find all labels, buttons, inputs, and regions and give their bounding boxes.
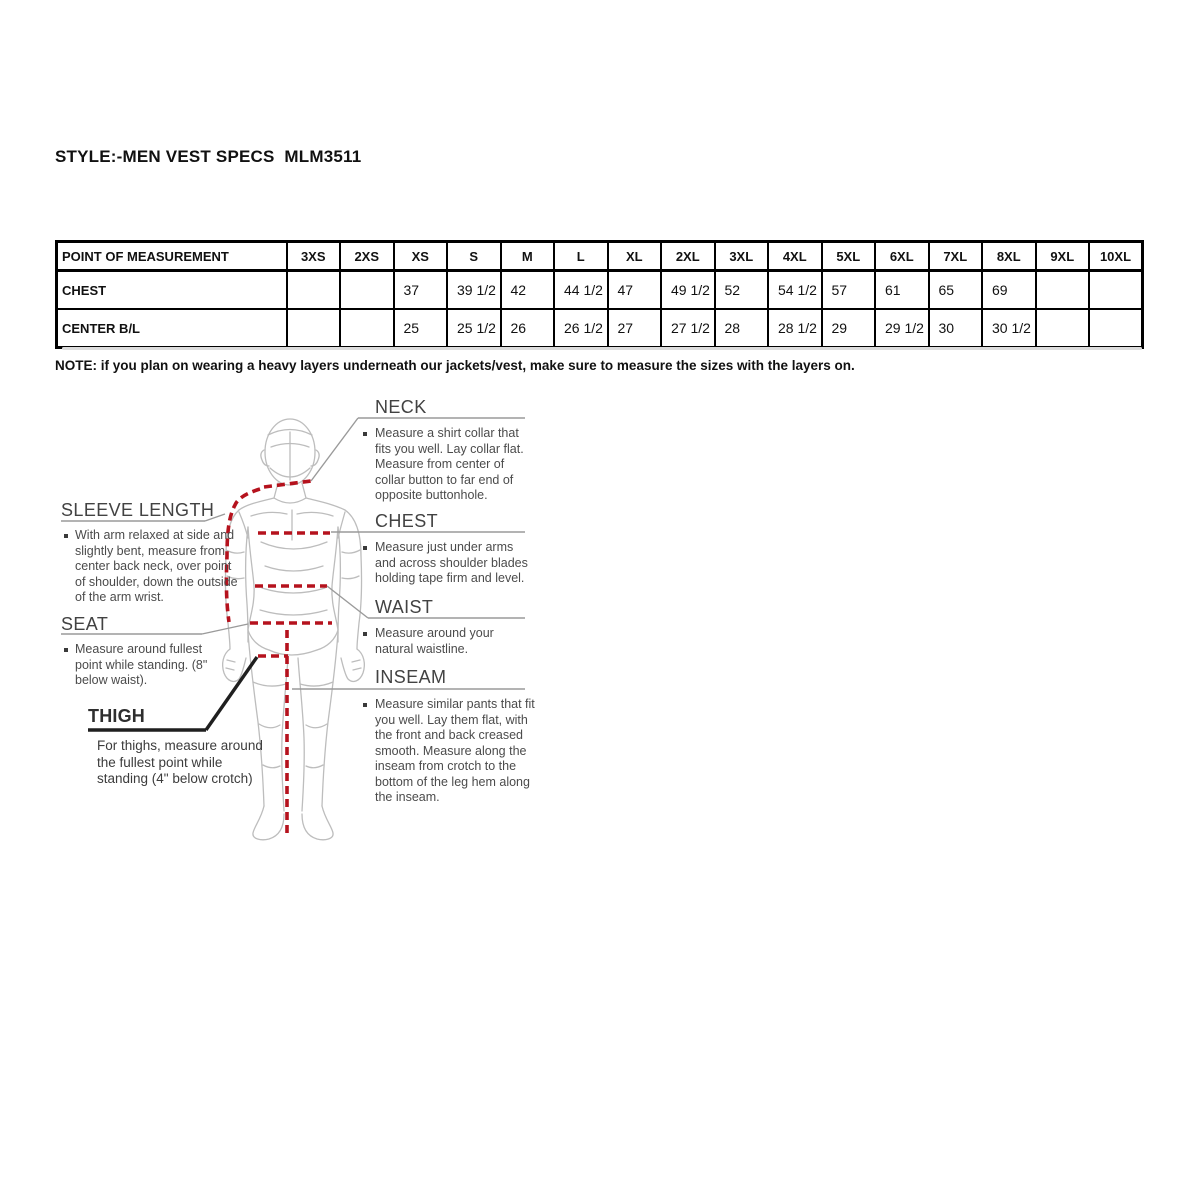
bullet-square-icon bbox=[363, 432, 367, 436]
section-text-chest: Measure just under arms and across shoulder blades holding tape firm and level. bbox=[375, 540, 528, 585]
column-header-2xl: 2XL bbox=[661, 242, 715, 271]
column-header-l: L bbox=[554, 242, 608, 271]
row-label-center-bl: CENTER B/L bbox=[57, 309, 287, 348]
size-cell: 49 1/2 bbox=[661, 271, 715, 310]
column-header-point-of-measurement: POINT OF MEASUREMENT bbox=[57, 242, 287, 271]
column-header-2xs: 2XS bbox=[340, 242, 394, 271]
bullet-square-icon bbox=[64, 534, 68, 538]
size-cell: 26 1/2 bbox=[554, 309, 608, 348]
column-header-xl: XL bbox=[608, 242, 662, 271]
seat-connector bbox=[202, 624, 248, 634]
size-cell: 57 bbox=[822, 271, 876, 310]
size-cell: 65 bbox=[929, 271, 983, 310]
size-cell bbox=[1036, 271, 1090, 310]
size-cell bbox=[1089, 309, 1143, 348]
column-header-m: M bbox=[501, 242, 555, 271]
size-cell: 42 bbox=[501, 271, 555, 310]
size-cell bbox=[287, 271, 341, 310]
document-title: STYLE:-MEN VEST SPECS MLM3511 bbox=[55, 147, 362, 166]
size-cell bbox=[1036, 309, 1090, 348]
bullet-square-icon bbox=[363, 703, 367, 707]
size-cell: 25 1/2 bbox=[447, 309, 501, 348]
table-row-center-bl bbox=[57, 309, 1143, 348]
column-header-9xl: 9XL bbox=[1036, 242, 1090, 271]
column-header-s: S bbox=[447, 242, 501, 271]
size-cell: 27 1/2 bbox=[661, 309, 715, 348]
size-cell: 69 bbox=[982, 271, 1036, 310]
bullet-square-icon bbox=[363, 632, 367, 636]
column-header-6xl: 6XL bbox=[875, 242, 929, 271]
section-heading-neck: NECK bbox=[375, 397, 427, 417]
section-heading-thigh: THIGH bbox=[88, 706, 145, 726]
column-header-7xl: 7XL bbox=[929, 242, 983, 271]
section-text-seat: Measure around fullest point while standing. (8" below waist). bbox=[75, 642, 208, 687]
size-cell: 30 1/2 bbox=[982, 309, 1036, 348]
size-cell bbox=[287, 309, 341, 348]
column-header-xs: XS bbox=[394, 242, 448, 271]
row-label-chest: CHEST bbox=[57, 271, 287, 310]
neck-connector bbox=[311, 418, 358, 481]
table-row-chest bbox=[57, 271, 1143, 310]
size-cell: 28 1/2 bbox=[768, 309, 822, 348]
size-cell: 25 bbox=[394, 309, 448, 348]
column-header-10xl: 10XL bbox=[1089, 242, 1143, 271]
section-text-neck: Measure a shirt collar that fits you well. Lay collar flat. Measure from center of collar button to far end of opposite buttonhole. bbox=[375, 426, 524, 502]
size-table bbox=[55, 240, 1144, 349]
measurement-diagram bbox=[55, 390, 535, 855]
section-text-thigh: For thighs, measure around the fullest point while standing (4" below crotch) bbox=[97, 738, 263, 786]
section-heading-chest: CHEST bbox=[375, 511, 439, 531]
size-cell: 29 bbox=[822, 309, 876, 348]
table-shadow bbox=[62, 347, 1142, 350]
size-cell: 30 bbox=[929, 309, 983, 348]
size-cell bbox=[340, 271, 394, 310]
section-heading-waist: WAIST bbox=[375, 597, 434, 617]
neck-measure-line bbox=[264, 481, 311, 487]
size-cell: 27 bbox=[608, 309, 662, 348]
size-cell: 29 1/2 bbox=[875, 309, 929, 348]
size-table-header-row bbox=[57, 242, 1143, 271]
section-heading-seat: SEAT bbox=[61, 614, 109, 634]
bullet-square-icon bbox=[363, 546, 367, 550]
section-text-waist: Measure around your natural waistline. bbox=[375, 626, 494, 656]
column-header-3xs: 3XS bbox=[287, 242, 341, 271]
section-text-sleeve-length: With arm relaxed at side and slightly bent, measure from center back neck, over point of shoulder, down the outside of the arm wrist. bbox=[75, 528, 238, 604]
size-cell: 26 bbox=[501, 309, 555, 348]
size-cell: 47 bbox=[608, 271, 662, 310]
size-cell: 37 bbox=[394, 271, 448, 310]
note-text: NOTE: if you plan on wearing a heavy layers underneath our jackets/vest, make sure to measure the sizes with the layers on. bbox=[55, 358, 855, 373]
section-text-inseam: Measure similar pants that fit you well. Lay them flat, with the front and back creased smooth. Measure along the inseam from crotch to the bottom of the leg hem along the inseam. bbox=[375, 697, 535, 804]
column-header-8xl: 8XL bbox=[982, 242, 1036, 271]
size-cell: 39 1/2 bbox=[447, 271, 501, 310]
size-cell: 61 bbox=[875, 271, 929, 310]
section-heading-inseam: INSEAM bbox=[375, 667, 447, 687]
column-header-3xl: 3XL bbox=[715, 242, 769, 271]
column-header-5xl: 5XL bbox=[822, 242, 876, 271]
size-cell: 44 1/2 bbox=[554, 271, 608, 310]
size-cell bbox=[340, 309, 394, 348]
size-cell: 52 bbox=[715, 271, 769, 310]
size-cell: 28 bbox=[715, 309, 769, 348]
size-cell: 54 1/2 bbox=[768, 271, 822, 310]
section-heading-sleeve-length: SLEEVE LENGTH bbox=[61, 500, 215, 520]
column-header-4xl: 4XL bbox=[768, 242, 822, 271]
bullet-square-icon bbox=[64, 648, 68, 652]
size-table-container bbox=[55, 240, 1144, 349]
size-cell bbox=[1089, 271, 1143, 310]
